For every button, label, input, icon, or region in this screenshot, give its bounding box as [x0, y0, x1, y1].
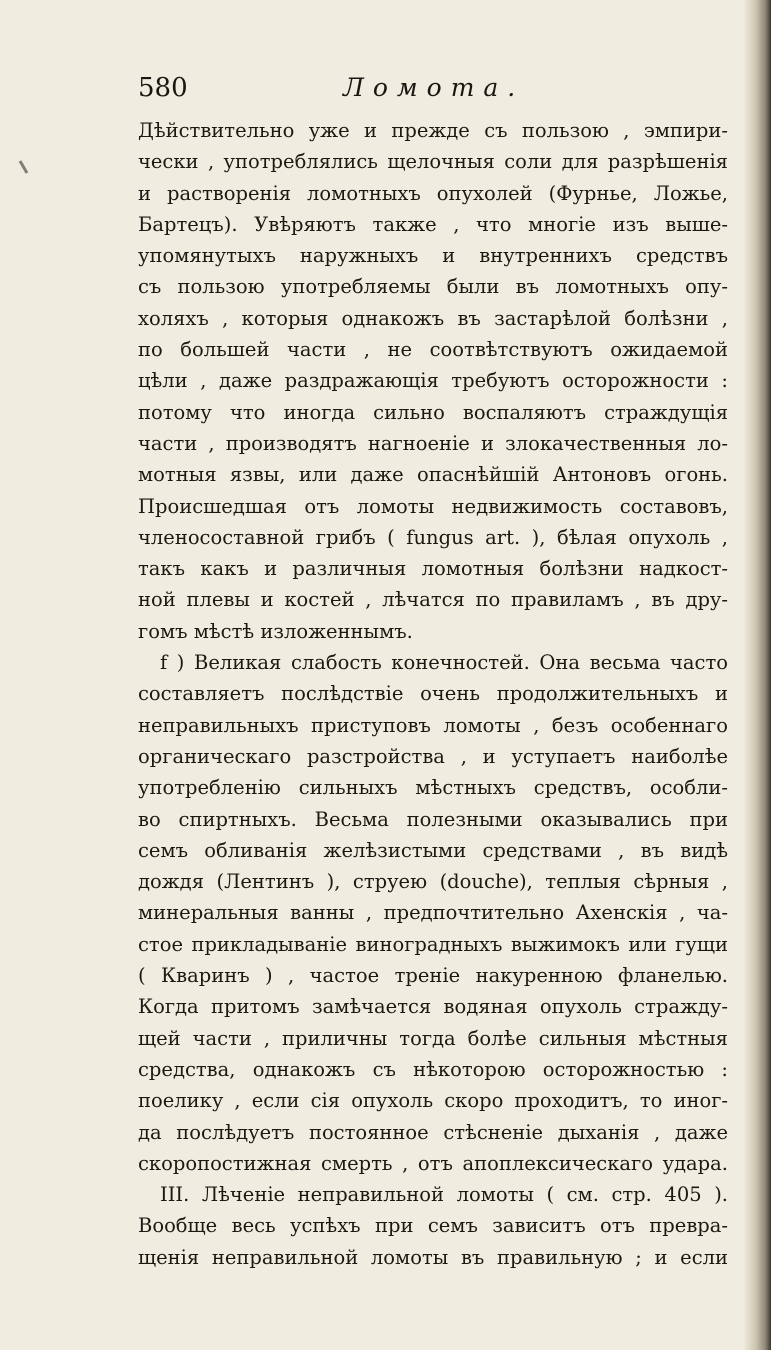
text-line: дождя (Лентинъ ), струею (douche), теплыя сѣрныя ,: [138, 870, 728, 894]
text-line: чески , употреблялись щелочныя соли для разрѣшенія: [138, 150, 728, 174]
text-line: щенія неправильной ломоты въ правильную ; и если: [138, 1245, 728, 1269]
text-line: мотныя язвы, или даже опаснѣйшій Антоновъ огонь.: [138, 463, 728, 487]
text-line: семъ обливанія желѣзистыми средствами , въ видѣ: [138, 838, 728, 862]
text-line: Когда притомъ замѣчается водяная опухоль стражду-: [138, 995, 728, 1019]
margin-mark: [19, 160, 29, 174]
text-line: средства, однакожъ съ нѣкоторою осторожностью :: [138, 1057, 728, 1081]
text-line: и растворенія ломотныхъ опухолей (Фурнье, Ложье,: [138, 181, 728, 205]
text-line: III. Лѣченіе неправильной ломоты ( см. стр. 405 ).: [160, 1183, 728, 1207]
book-spine-shadow: [743, 0, 771, 1350]
text-line: Дѣйствительно уже и прежде съ пользою , эмпири-: [138, 119, 728, 142]
page-number: 580: [138, 73, 188, 103]
text-line: поелику , если сія опухоль скоро проходитъ, то иног-: [138, 1089, 728, 1113]
text-line: Вообще весь успѣхъ при семъ зависитъ отъ превра-: [138, 1214, 728, 1238]
text-line: потому что иногда сильно воспаляютъ страждущія: [138, 400, 728, 424]
text-line: ной плевы и костей , лѣчатся по правиламъ , въ дру-: [138, 588, 728, 612]
text-line: ( Кваринъ ) , частое треніе накуренною фланелью.: [138, 964, 728, 988]
text-line: составляетъ послѣдствіе очень продолжительныхъ и: [138, 682, 728, 706]
text-line: членосоставной грибъ ( fungus art. ), бѣлая опухоль ,: [138, 525, 728, 549]
body-text: [138, 115, 728, 1273]
text-line: да послѣдуетъ постоянное стѣсненіе дыханія , даже: [138, 1120, 728, 1144]
text-line: по большей части , не соотвѣтствуютъ ожидаемой: [138, 338, 728, 362]
text-line: Происшедшая отъ ломоты недвижимость составовъ,: [138, 494, 728, 518]
running-head: Ломота.: [343, 73, 525, 102]
text-line: цѣли , даже раздражающія требуютъ осторожности :: [138, 369, 728, 393]
text-line: щей части , приличны тогда болѣе сильныя мѣстныя: [138, 1026, 728, 1050]
page-header: [138, 72, 708, 108]
text-line: неправильныхъ приступовъ ломоты , безъ особеннаго: [138, 713, 728, 737]
text-line: минеральныя ванны , предпочтительно Ахенскія , ча-: [138, 901, 728, 925]
text-line: съ пользою употребляемы были въ ломотныхъ опу-: [138, 275, 728, 299]
text-line: холяхъ , которыя однакожъ въ застарѣлой болѣзни ,: [138, 306, 728, 330]
text-line: во спиртныхъ. Весьма полезными оказывались при: [138, 807, 728, 831]
text-line: гомъ мѣстѣ изложеннымъ.: [138, 619, 413, 643]
text-line: употребленію сильныхъ мѣстныхъ средствъ, особли-: [138, 776, 728, 800]
text-line: f ) Великая слабость конечностей. Она весьма часто: [160, 651, 728, 675]
text-line: органическаго разстройства , и уступаетъ наиболѣе: [138, 744, 728, 768]
text-line: такъ какъ и различныя ломотныя болѣзни надкост-: [138, 557, 728, 581]
text-line: стое прикладываніе виноградныхъ выжимокъ или гущи: [138, 932, 728, 956]
text-line: Бартецъ). Увѣряютъ также , что многіе изъ выше-: [138, 212, 728, 236]
text-line: упомянутыхъ наружныхъ и внутреннихъ средствъ: [138, 244, 728, 268]
text-line: скоропостижная смерть , отъ апоплексическаго удара.: [138, 1151, 728, 1175]
text-line: части , производятъ нагноеніе и злокачественныя ло-: [138, 431, 728, 455]
